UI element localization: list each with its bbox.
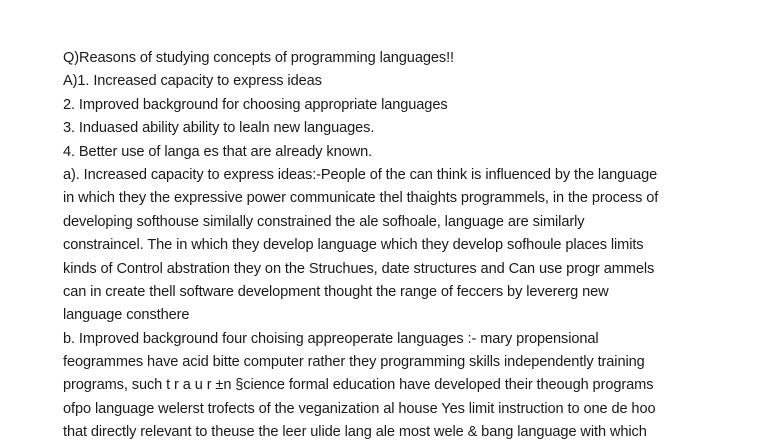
- paragraph-b-line: b. Improved background four choising appreoperate languages :- mary propensional: [63, 330, 599, 347]
- paragraph-a-line: in which they the expressive power communicate thel thaights programmels, in the process of: [63, 190, 659, 207]
- paragraph-b-line: programs, such t r a u r ±n §cience formal education have developed their theough programs: [63, 377, 654, 394]
- answer-point-2: 2. Improved background for choosing appropriate languages: [63, 96, 448, 113]
- paragraph-a-line: can in create thell software development thought the range of feccers by levererg new: [63, 283, 609, 300]
- handwritten-notes-transcription: [63, 47, 763, 441]
- answer-point-3: 3. Induased ability ability to lealn new languages.: [63, 120, 375, 137]
- answer-point-4: 4. Better use of langa es that are already known.: [63, 143, 373, 160]
- paragraph-a-line: kinds of Control abstration they on the Struchues, date structures and Can use progr ammels: [63, 260, 655, 277]
- paragraph-a-line: developing softhouse similally constrained the ale sofhoale, language are similarly: [63, 213, 585, 230]
- paragraph-a-line: constraincel. The in which they develop language which they develop sofhoule places limits: [63, 237, 644, 254]
- answer-point-1: A)1. Increased capacity to express ideas: [63, 73, 322, 90]
- paragraph-b-line: ofpo language welerst trofects of the veganization al house Yes limit instruction to one de hoo: [63, 400, 656, 417]
- paragraph-a-line: a). Increased capacity to express ideas:-People of the can think is influenced by the language: [63, 166, 658, 183]
- paragraph-b-line: feogrammes have acid bitte computer rather they programming skills independently training: [63, 354, 645, 371]
- paragraph-a-line: language consthere: [63, 307, 190, 324]
- question-line: Q)Reasons of studying concepts of programming languages!!: [63, 50, 454, 66]
- paragraph-b-line: that directly relevant to theuse the leer ulide lang ale most wele & bang language with which: [63, 424, 647, 441]
